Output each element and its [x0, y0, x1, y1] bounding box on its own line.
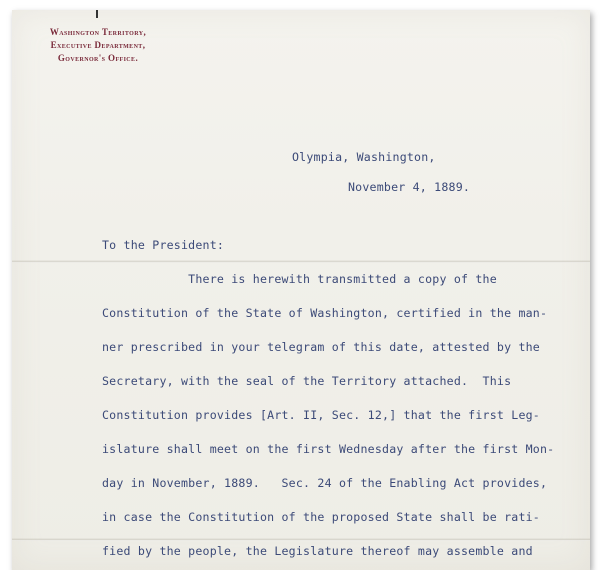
paper-fold-crease — [12, 538, 590, 541]
letter-body-line: Secretary, with the seal of the Territory attached. This — [102, 374, 512, 388]
letterhead-line-office: Governor's Office. — [57, 53, 139, 63]
letter-body-line: in case the Constitution of the proposed State shall be rati- — [102, 510, 540, 524]
letter-body-line: Constitution provides [Art. II, Sec. 12,] that the first Leg- — [102, 408, 540, 422]
letter-body-line: islature shall meet on the first Wednesday after the first Mon- — [102, 442, 555, 456]
letter-place: Olympia, Washington, — [292, 150, 436, 164]
letterhead-line-department: Executive Department, — [50, 40, 146, 50]
paper-fold-crease — [12, 260, 590, 263]
letter-body-line: ner prescribed in your telegram of this date, attested by the — [102, 340, 540, 354]
ink-mark — [96, 10, 98, 18]
letter-body-line: fied by the people, the Legislature thereof may assemble and — [102, 544, 533, 558]
letterhead — [28, 26, 168, 65]
letter-date: November 4, 1889. — [348, 180, 471, 194]
letter-salutation: To the President: — [102, 238, 225, 252]
letter-page — [12, 10, 590, 570]
letter-body-line: There is herewith transmitted a copy of the — [102, 272, 497, 286]
letter-body-line: day in November, 1889. Sec. 24 of the Enabling Act provides, — [102, 476, 548, 490]
letter-body-line: Constitution of the State of Washington, certified in the man- — [102, 306, 548, 320]
letterhead-line-territory: Washington Territory, — [49, 27, 147, 37]
